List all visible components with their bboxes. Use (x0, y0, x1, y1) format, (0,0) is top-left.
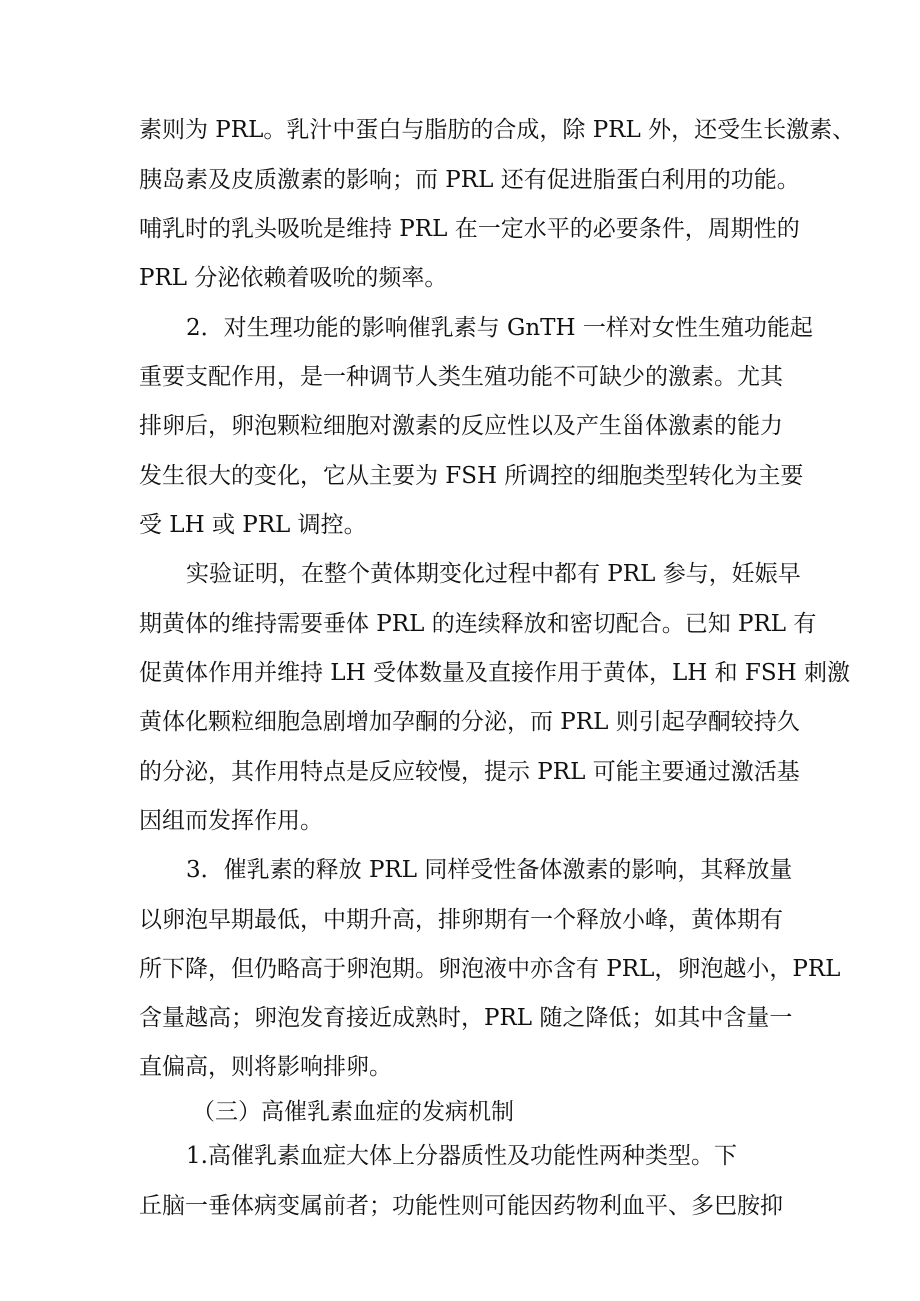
body-line-6: 重要支配作用，是一种调节人类生殖功能不可缺少的激素。尤其 (139, 364, 783, 390)
body-line-2: 胰岛素及皮质激素的影响；而 PRL 还有促进脂蛋白利用的功能。 (139, 167, 800, 193)
section-heading-3: （三）高催乳素血症的发病机制 (192, 1099, 514, 1125)
body-line-19: 含量越高；卵泡发育接近成熟时，PRL 随之降低；如其中含量一 (139, 1005, 793, 1031)
paragraph-experiment-first-line: 实验证明，在整个黄体期变化过程中都有 PRL 参与，妊娠早 (186, 561, 801, 587)
body-line-1: 素则为 PRL。乳汁中蛋白与脂肪的合成，除 PRL 外，还受生长激素、 (139, 117, 856, 143)
body-line-4: PRL 分泌依赖着吸吮的频率。 (139, 265, 448, 291)
body-line-20: 直偏高，则将影响排卵。 (139, 1054, 392, 1080)
body-line-8: 发生很大的变化，它从主要为 FSH 所调控的细胞类型转化为主要 (139, 463, 804, 489)
body-line-11: 期黄体的维持需要垂体 PRL 的连续释放和密切配合。已知 PRL 有 (139, 611, 817, 637)
body-line-13: 黄体化颗粒细胞急剧增加孕酮的分泌，而 PRL 则引起孕酮较持久 (139, 709, 800, 735)
body-line-7: 排卵后，卵泡颗粒细胞对激素的反应性以及产生甾体激素的能力 (139, 413, 783, 439)
body-line-14: 的分泌，其作用特点是反应较慢，提示 PRL 可能主要通过激活基 (139, 759, 800, 785)
body-line-17: 以卵泡早期最低，中期升高，排卵期有一个释放小峰，黄体期有 (139, 907, 783, 933)
body-line-12: 促黄体作用并维持 LH 受体数量及直接作用于黄体，LH 和 FSH 刺激 (139, 660, 850, 686)
body-line-15: 因组而发挥作用。 (139, 808, 323, 834)
subsection-1-first-line: 1.高催乳素血症大体上分器质性及功能性两种类型。下 (186, 1143, 737, 1169)
body-line-23: 丘脑一垂体病变属前者；功能性则可能因药物利血平、多巴胺抑 (139, 1193, 783, 1219)
section-2-first-line: 2．对生理功能的影响催乳素与 GnTH 一样对女性生殖功能起 (186, 315, 813, 341)
section-3-first-line: 3．催乳素的释放 PRL 同样受性备体激素的影响，其释放量 (186, 857, 793, 883)
body-line-9: 受 LH 或 PRL 调控。 (139, 512, 367, 538)
body-line-18: 所下降，但仍略高于卵泡期。卵泡液中亦含有 PRL，卵泡越小，PRL (139, 956, 841, 982)
body-line-3: 哺乳时的乳头吸吮是维持 PRL 在一定水平的必要条件，周期性的 (139, 216, 800, 242)
